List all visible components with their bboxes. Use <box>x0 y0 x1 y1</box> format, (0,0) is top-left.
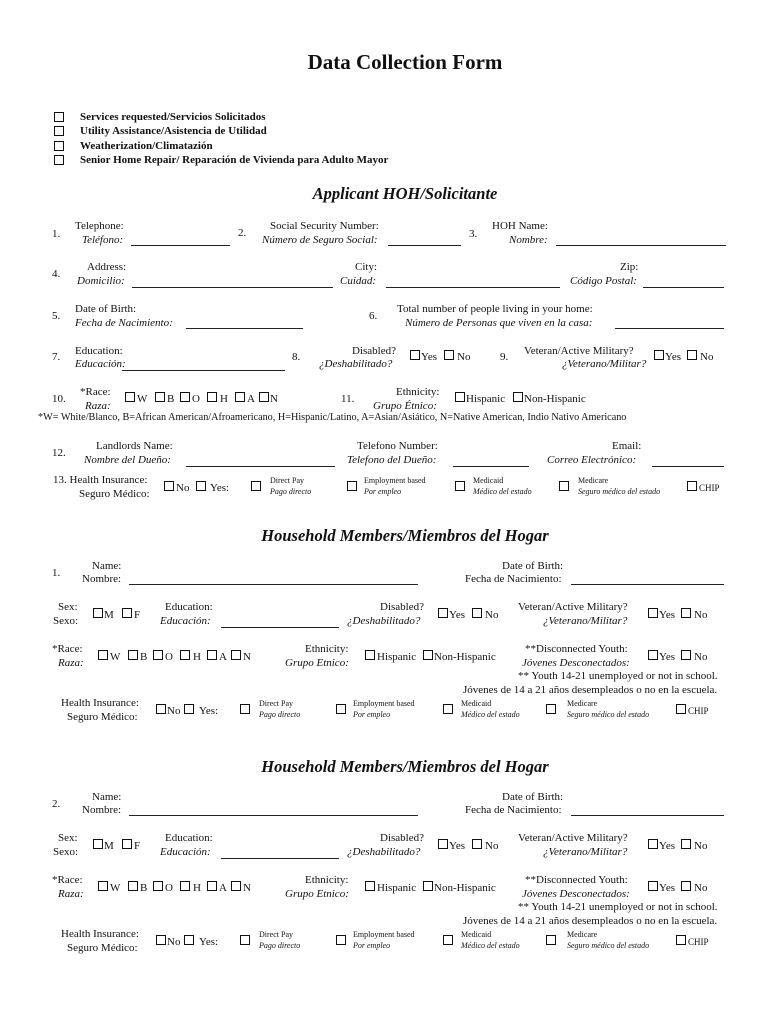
household-heading-1: Household Members/Miembros del Hogar <box>261 526 549 545</box>
household-heading-2: Household Members/Miembros del Hogar <box>261 757 549 776</box>
member1-medicare-checkbox[interactable] <box>546 704 556 714</box>
member1-insurance-no-label: No <box>167 705 181 717</box>
email-label-es: Correo Electrónico: <box>547 454 637 466</box>
disabled-no-label: No <box>457 351 471 363</box>
insurance-no-label: No <box>176 482 190 494</box>
race-w-checkbox[interactable] <box>125 392 135 402</box>
member1-non-hispanic-checkbox[interactable] <box>423 650 433 660</box>
member2-race-label-es: Raza: <box>58 888 84 900</box>
member1-disabled-yes-label: Yes <box>449 609 466 621</box>
service-label-3: Senior Home Repair/ Reparación de Vivienda para Adulto Mayor <box>80 154 389 166</box>
employment-label-es: Por empleo <box>364 487 402 496</box>
member2-chip-label: CHIP <box>688 937 709 947</box>
field-number-12: 12. <box>52 447 66 459</box>
member2-direct-pay-label: Direct Pay <box>259 930 293 939</box>
member2-sex-label-es: Sexo: <box>53 846 79 858</box>
member1-disabled-yes-checkbox[interactable] <box>438 608 448 618</box>
landlord-name-field[interactable] <box>186 466 335 467</box>
zip-field[interactable] <box>643 287 724 288</box>
member1-non-hispanic-label: Non-Hispanic <box>434 651 496 663</box>
disabled-yes-label: Yes <box>421 351 438 363</box>
member1-veteran-no-checkbox[interactable] <box>681 608 691 618</box>
city-label-es: Cuidad: <box>340 275 377 287</box>
member2-ethnicity-label-es: Grupo Etnico: <box>285 888 349 900</box>
insurance-no-checkbox[interactable] <box>164 481 174 491</box>
member1-dob-label-es: Fecha de Nacimiento: <box>465 573 562 585</box>
address-label: Address: <box>87 261 127 273</box>
member2-veteran-no-label: No <box>694 840 708 852</box>
member2-youth-label-es: Jóvenes Desconectados: <box>522 888 630 900</box>
non-hispanic-checkbox[interactable] <box>513 392 523 402</box>
member2-insurance-label: Health Insurance: <box>61 928 139 940</box>
member1-veteran-yes-label: Yes <box>659 609 676 621</box>
member2-race-n-checkbox[interactable] <box>231 881 241 891</box>
chip-checkbox[interactable] <box>687 481 697 491</box>
insurance-yes-checkbox[interactable] <box>196 481 206 491</box>
hispanic-label: Hispanic <box>466 393 506 405</box>
member2-disabled-label-es: ¿Deshabilitado? <box>347 846 421 858</box>
city-field[interactable] <box>386 287 560 288</box>
member2-race-label: *Race: <box>52 874 83 886</box>
member1-direct-pay-label: Direct Pay <box>259 699 293 708</box>
member2-non-hispanic-checkbox[interactable] <box>423 881 433 891</box>
member1-race-h-checkbox[interactable] <box>180 650 190 660</box>
member1-education-label: Education: <box>165 601 213 613</box>
member1-race-a-checkbox[interactable] <box>207 650 217 660</box>
member2-chip-checkbox[interactable] <box>676 935 686 945</box>
medicare-label: Medicare <box>578 476 609 485</box>
member1-sex-m-checkbox[interactable] <box>93 608 103 618</box>
member1-race-label-es: Raza: <box>58 657 84 669</box>
dob-label: Date of Birth: <box>75 303 137 315</box>
hoh-name-field[interactable] <box>556 245 726 246</box>
direct-pay-label: Direct Pay <box>270 476 304 485</box>
race-h-checkbox[interactable] <box>207 392 217 402</box>
email-field[interactable] <box>652 466 724 467</box>
member2-sex-f-checkbox[interactable] <box>122 839 132 849</box>
health-insurance-label-es: Seguro Médico: <box>79 488 150 500</box>
veteran-yes-label: Yes <box>665 351 682 363</box>
member2-hispanic-label: Hispanic <box>377 882 417 894</box>
member2-direct-pay-label-es: Pago directo <box>259 941 301 950</box>
landlord-phone-field[interactable] <box>453 466 529 467</box>
member1-medicare-label: Medicare <box>567 699 598 708</box>
member2-employment-label-es: Por empleo <box>353 941 391 950</box>
member2-sex-f-label: F <box>134 840 141 852</box>
medicaid-checkbox[interactable] <box>455 481 465 491</box>
member2-insurance-label-es: Seguro Médico: <box>67 942 138 954</box>
member1-education-field[interactable] <box>221 627 339 628</box>
member1-disabled-label-es: ¿Deshabilitado? <box>347 615 421 627</box>
member2-race-b-checkbox[interactable] <box>128 881 138 891</box>
service-label-2: Weatherization/Climatazión <box>80 140 213 152</box>
service-checkbox-2[interactable] <box>54 141 64 151</box>
race-w-label: W <box>137 393 148 405</box>
member2-name-field[interactable] <box>129 815 418 816</box>
hoh-name-label-es: Nombre: <box>509 234 548 246</box>
member2-disabled-no-checkbox[interactable] <box>472 839 482 849</box>
service-label-0: Services requested/Servicios Solicitados <box>80 111 266 123</box>
landlord-name-label: Landlords Name: <box>96 440 173 452</box>
member2-medicare-label-es: Seguro médico del estado <box>567 941 650 950</box>
member2-race-h-checkbox[interactable] <box>180 881 190 891</box>
race-o-label: O <box>192 393 200 405</box>
member2-race-h-label: H <box>193 882 201 894</box>
member1-disabled-no-checkbox[interactable] <box>472 608 482 618</box>
address-field[interactable] <box>132 287 333 288</box>
field-number-6: 6. <box>369 310 378 322</box>
member1-insurance-no-checkbox[interactable] <box>156 704 166 714</box>
member1-youth-yes-label: Yes <box>659 651 676 663</box>
member2-disabled-label: Disabled? <box>380 832 424 844</box>
member2-race-a-label: A <box>219 882 227 894</box>
zip-label: Zip: <box>620 261 639 273</box>
non-hispanic-label: Non-Hispanic <box>524 393 586 405</box>
member2-sex-label: Sex: <box>58 832 78 844</box>
member2-medicaid-checkbox[interactable] <box>443 935 453 945</box>
member1-sex-f-checkbox[interactable] <box>122 608 132 618</box>
direct-pay-label-es: Pago directo <box>270 487 312 496</box>
member2-insurance-yes-label: Yes: <box>199 936 219 948</box>
member2-sex-m-label: M <box>104 840 114 852</box>
veteran-no-checkbox[interactable] <box>687 350 697 360</box>
employment-label: Employment based <box>364 476 426 485</box>
race-label-es: Raza: <box>85 400 111 412</box>
member2-veteran-label-es: ¿Veterano/Militar? <box>543 846 628 858</box>
race-label: *Race: <box>80 386 111 398</box>
member1-veteran-label: Veteran/Active Military? <box>518 601 628 613</box>
applicant-heading: Applicant HOH/Solicitante <box>312 184 498 203</box>
member1-dob-label: Date of Birth: <box>502 560 564 572</box>
field-number-10: 10. <box>52 393 66 405</box>
member2-direct-pay-checkbox[interactable] <box>240 935 250 945</box>
ssn-label: Social Security Number: <box>270 220 379 232</box>
member1-sex-label: Sex: <box>58 601 78 613</box>
ssn-label-es: Número de Seguro Social: <box>262 234 378 246</box>
member2-insurance-yes-checkbox[interactable] <box>184 935 194 945</box>
field-number-7: 7. <box>52 351 61 363</box>
race-footnote: *W= White/Blanco, B=African American/Afroamericano, H=Hispanic/Latino, A=Asian/Asiático, N=Native American, Indio Nativo Americano <box>38 412 627 423</box>
member2-veteran-yes-label: Yes <box>659 840 676 852</box>
medicare-label-es: Seguro médico del estado <box>578 487 661 496</box>
race-n-label: N <box>270 393 278 405</box>
member1-race-b-checkbox[interactable] <box>128 650 138 660</box>
member2-race-o-checkbox[interactable] <box>153 881 163 891</box>
member2-race-o-label: O <box>165 882 173 894</box>
service-checkbox-0[interactable] <box>54 112 64 122</box>
member2-education-field[interactable] <box>221 858 339 859</box>
member2-medicare-label: Medicare <box>567 930 598 939</box>
email-label: Email: <box>612 440 642 452</box>
zip-label-es: Código Postal: <box>570 275 637 287</box>
ethnicity-label: Ethnicity: <box>396 386 440 398</box>
member2-youth-yes-label: Yes <box>659 882 676 894</box>
member1-number: 1. <box>52 567 61 579</box>
member2-insurance-no-checkbox[interactable] <box>156 935 166 945</box>
member1-chip-label: CHIP <box>688 706 709 716</box>
member1-hispanic-label: Hispanic <box>377 651 417 663</box>
member1-youth-yes-checkbox[interactable] <box>648 650 658 660</box>
field-number-11: 11. <box>341 393 355 405</box>
member1-veteran-label-es: ¿Veterano/Militar? <box>543 615 628 627</box>
member2-youth-note-es: Jóvenes de 14 a 21 años desempleados o no en la escuela. <box>463 915 718 927</box>
member1-direct-pay-checkbox[interactable] <box>240 704 250 714</box>
direct-pay-checkbox[interactable] <box>251 481 261 491</box>
member1-insurance-yes-checkbox[interactable] <box>184 704 194 714</box>
service-checkbox-3[interactable] <box>54 155 64 165</box>
member1-veteran-no-label: No <box>694 609 708 621</box>
member2-employment-checkbox[interactable] <box>336 935 346 945</box>
member1-race-o-checkbox[interactable] <box>153 650 163 660</box>
member1-race-a-label: A <box>219 651 227 663</box>
member2-disabled-yes-label: Yes <box>449 840 466 852</box>
landlord-phone-label-es: Telefono del Dueño: <box>347 454 437 466</box>
health-insurance-label: 13. Health Insurance: <box>53 474 148 486</box>
telephone-label: Telephone: <box>75 220 124 232</box>
member1-hispanic-checkbox[interactable] <box>365 650 375 660</box>
member2-race-a-checkbox[interactable] <box>207 881 217 891</box>
member1-insurance-yes-label: Yes: <box>199 705 219 717</box>
member2-disabled-no-label: No <box>485 840 499 852</box>
race-a-checkbox[interactable] <box>235 392 245 402</box>
member2-insurance-no-label: No <box>167 936 181 948</box>
field-number-2: 2. <box>238 227 247 239</box>
member1-education-label-es: Educación: <box>160 615 211 627</box>
veteran-yes-checkbox[interactable] <box>654 350 664 360</box>
member2-education-label: Education: <box>165 832 213 844</box>
medicaid-label-es: Médico del estado <box>473 487 532 496</box>
hoh-name-label: HOH Name: <box>492 220 548 232</box>
member1-youth-note-es: Jóvenes de 14 a 21 años desempleados o no en la escuela. <box>463 684 718 696</box>
member1-ethnicity-label-es: Grupo Etnico: <box>285 657 349 669</box>
member2-youth-no-checkbox[interactable] <box>681 881 691 891</box>
member1-insurance-label-es: Seguro Médico: <box>67 711 138 723</box>
people-count-label-es: Número de Personas que viven en la casa: <box>405 317 593 329</box>
veteran-label: Veteran/Active Military? <box>524 345 634 357</box>
member2-non-hispanic-label: Non-Hispanic <box>434 882 496 894</box>
member2-medicaid-label: Medicaid <box>461 930 492 939</box>
member1-ethnicity-label: Ethnicity: <box>305 643 349 655</box>
ssn-field[interactable] <box>388 245 461 246</box>
member2-education-label-es: Educación: <box>160 846 211 858</box>
member2-ethnicity-label: Ethnicity: <box>305 874 349 886</box>
member2-name-label: Name: <box>92 791 122 803</box>
member1-medicare-label-es: Seguro médico del estado <box>567 710 650 719</box>
member2-employment-label: Employment based <box>353 930 415 939</box>
education-field[interactable] <box>122 370 285 371</box>
member1-youth-no-checkbox[interactable] <box>681 650 691 660</box>
member2-race-w-label: W <box>110 882 121 894</box>
race-o-checkbox[interactable] <box>180 392 190 402</box>
member2-youth-no-label: No <box>694 882 708 894</box>
member1-disabled-no-label: No <box>485 609 499 621</box>
member2-youth-label: **Disconnected Youth: <box>525 874 628 886</box>
dob-field[interactable] <box>186 328 303 329</box>
disabled-yes-checkbox[interactable] <box>410 350 420 360</box>
member2-veteran-yes-checkbox[interactable] <box>648 839 658 849</box>
member1-race-h-label: H <box>193 651 201 663</box>
ethnicity-label-es: Grupo Étnico: <box>373 400 437 412</box>
address-label-es: Domicilio: <box>77 275 125 287</box>
member1-insurance-label: Health Insurance: <box>61 697 139 709</box>
landlord-phone-label: Telefono Number: <box>357 440 438 452</box>
member2-dob-field[interactable] <box>571 815 724 816</box>
field-number-3: 3. <box>469 228 478 240</box>
service-label-1: Utility Assistance/Asistencia de Utilidad <box>80 125 267 137</box>
member2-dob-label-es: Fecha de Nacimiento: <box>465 804 562 816</box>
member2-sex-m-checkbox[interactable] <box>93 839 103 849</box>
member2-medicare-checkbox[interactable] <box>546 935 556 945</box>
race-n-checkbox[interactable] <box>259 392 269 402</box>
member2-number: 2. <box>52 798 61 810</box>
member1-sex-m-label: M <box>104 609 114 621</box>
member1-race-n-checkbox[interactable] <box>231 650 241 660</box>
page-title: Data Collection Form <box>307 50 503 74</box>
member1-direct-pay-label-es: Pago directo <box>259 710 301 719</box>
people-count-label: Total number of people living in your home: <box>397 303 593 315</box>
member1-name-label: Name: <box>92 560 122 572</box>
member1-race-w-checkbox[interactable] <box>98 650 108 660</box>
member2-race-w-checkbox[interactable] <box>98 881 108 891</box>
member2-hispanic-checkbox[interactable] <box>365 881 375 891</box>
member1-sex-f-label: F <box>134 609 141 621</box>
education-label-es: Educación: <box>75 358 126 370</box>
insurance-yes-label: Yes: <box>210 482 230 494</box>
veteran-no-label: No <box>700 351 714 363</box>
member1-medicaid-label-es: Médico del estado <box>461 710 520 719</box>
member1-name-field[interactable] <box>129 584 418 585</box>
member1-youth-label: **Disconnected Youth: <box>525 643 628 655</box>
hispanic-checkbox[interactable] <box>455 392 465 402</box>
field-number-1: 1. <box>52 228 61 240</box>
field-number-4: 4. <box>52 268 61 280</box>
member2-race-n-label: N <box>243 882 251 894</box>
member1-employment-label: Employment based <box>353 699 415 708</box>
telephone-label-es: Teléfono: <box>82 234 124 246</box>
member1-race-o-label: O <box>165 651 173 663</box>
member2-dob-label: Date of Birth: <box>502 791 564 803</box>
member1-chip-checkbox[interactable] <box>676 704 686 714</box>
member1-medicaid-checkbox[interactable] <box>443 704 453 714</box>
veteran-label-es: ¿Veterano/Militar? <box>562 358 647 370</box>
member1-employment-checkbox[interactable] <box>336 704 346 714</box>
race-h-label: H <box>220 393 228 405</box>
member1-medicaid-label: Medicaid <box>461 699 492 708</box>
medicare-checkbox[interactable] <box>559 481 569 491</box>
race-a-label: A <box>247 393 255 405</box>
disabled-label-es: ¿Deshabilitado? <box>319 358 393 370</box>
landlord-name-label-es: Nombre del Dueño: <box>84 454 171 466</box>
member1-disabled-label: Disabled? <box>380 601 424 613</box>
member2-youth-note: ** Youth 14-21 unemployed or not in school. <box>518 901 718 913</box>
dob-label-es: Fecha de Nacimiento: <box>75 317 173 329</box>
member2-veteran-no-checkbox[interactable] <box>681 839 691 849</box>
field-number-9: 9. <box>500 351 509 363</box>
member2-race-b-label: B <box>140 882 148 894</box>
disabled-label: Disabled? <box>352 345 396 357</box>
member2-name-label-es: Nombre: <box>82 804 122 816</box>
field-number-5: 5. <box>52 310 61 322</box>
telephone-field[interactable] <box>131 245 230 246</box>
member1-race-w-label: W <box>110 651 121 663</box>
member2-veteran-label: Veteran/Active Military? <box>518 832 628 844</box>
city-label: City: <box>355 261 378 273</box>
service-checkbox-1[interactable] <box>54 126 64 136</box>
member1-employment-label-es: Por empleo <box>353 710 391 719</box>
member1-youth-label-es: Jóvenes Desconectados: <box>522 657 630 669</box>
people-count-field[interactable] <box>615 328 724 329</box>
member1-race-n-label: N <box>243 651 251 663</box>
member2-disabled-yes-checkbox[interactable] <box>438 839 448 849</box>
member1-youth-no-label: No <box>694 651 708 663</box>
education-label: Education: <box>75 345 123 357</box>
employment-checkbox[interactable] <box>347 481 357 491</box>
field-number-8: 8. <box>292 351 301 363</box>
member2-medicaid-label-es: Médico del estado <box>461 941 520 950</box>
member1-race-label: *Race: <box>52 643 83 655</box>
chip-label: CHIP <box>699 483 720 493</box>
disabled-no-checkbox[interactable] <box>444 350 454 360</box>
medicaid-label: Medicaid <box>473 476 504 485</box>
member1-race-b-label: B <box>140 651 148 663</box>
member1-name-label-es: Nombre: <box>82 573 122 585</box>
race-b-label: B <box>167 393 175 405</box>
race-b-checkbox[interactable] <box>155 392 165 402</box>
member1-veteran-yes-checkbox[interactable] <box>648 608 658 618</box>
member1-dob-field[interactable] <box>571 584 724 585</box>
member2-youth-yes-checkbox[interactable] <box>648 881 658 891</box>
member1-sex-label-es: Sexo: <box>53 615 79 627</box>
member1-youth-note: ** Youth 14-21 unemployed or not in school. <box>518 670 718 682</box>
